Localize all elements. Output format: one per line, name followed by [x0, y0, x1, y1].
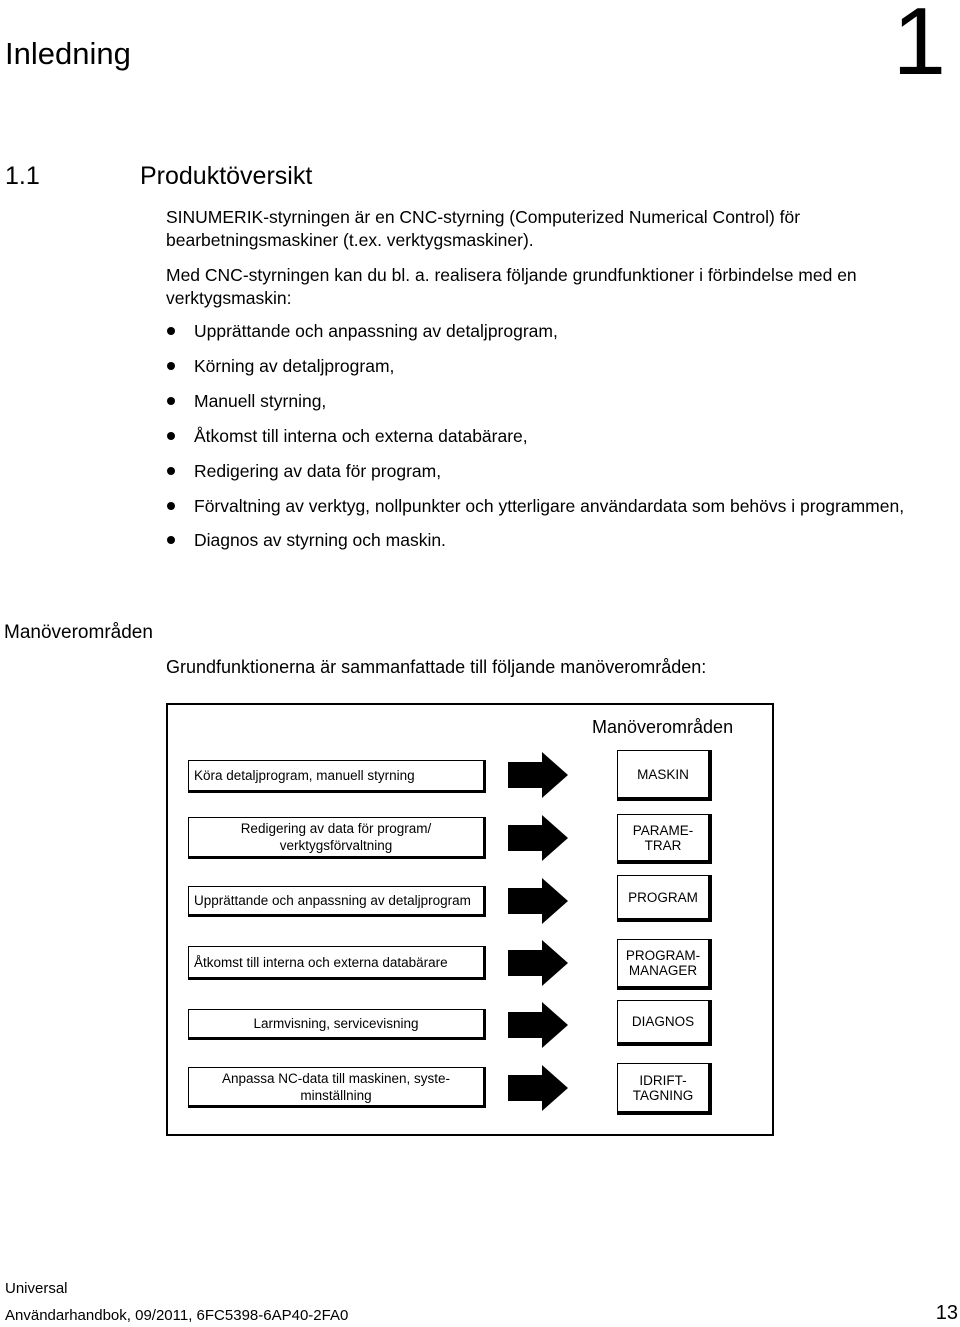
section-title: Produktöversikt [140, 162, 313, 190]
arrow-right-icon [508, 940, 568, 986]
footer-product: Universal [5, 1280, 68, 1297]
diagram-legend: Manöverområden [592, 717, 734, 737]
area-box-diagnos: DIAGNOS [617, 1000, 712, 1046]
footer-document-id: Användarhandbok, 09/2011, 6FC5398-6AP40-2FA0 [5, 1307, 349, 1324]
function-box: Åtkomst till interna och externa databärare [188, 946, 486, 980]
function-box: Redigering av data för program/ verktygsförvaltning [188, 817, 486, 859]
list-item: Förvaltning av verktyg, nollpunkter och ytterligare användardata som behövs i programmen, [166, 495, 906, 518]
diagram-intro: Grundfunktionerna är sammanfattade till följande manöverområden: [166, 657, 707, 677]
arrow-right-icon [508, 1065, 568, 1111]
arrow-right-icon [508, 815, 568, 861]
area-box-idrifttagning: IDRIFT- TAGNING [617, 1063, 712, 1115]
area-box-maskin: MASKIN [617, 750, 712, 801]
function-box: Anpassa NC-data till maskinen, syste- minställning [188, 1067, 486, 1108]
function-box: Upprättande och anpassning av detaljprogram [188, 886, 486, 917]
operating-areas-diagram [166, 703, 774, 1136]
function-box: Köra detaljprogram, manuell styrning [188, 760, 486, 793]
area-box-program-manager: PROGRAM- MANAGER [617, 939, 712, 990]
area-box-parametrar: PARAME- TRAR [617, 814, 712, 864]
paragraph-intro: SINUMERIK-styrningen är en CNC-styrning (Computerized Numerical Control) för bearbetningsmaskiner (t.ex. verktygsmaskiner). [166, 207, 801, 250]
function-list [166, 320, 906, 564]
arrow-right-icon [508, 878, 568, 924]
page-number: 13 [935, 1302, 958, 1324]
arrow-right-icon [508, 1002, 568, 1048]
chapter-number: 1 [892, 0, 946, 95]
section-number: 1.1 [5, 162, 40, 190]
list-item: Redigering av data för program, [166, 460, 906, 483]
list-item: Åtkomst till interna och externa databärare, [166, 425, 906, 448]
paragraph-functions: Med CNC-styrningen kan du bl. a. realisera följande grundfunktioner i förbindelse med en verktygsmaskin: [166, 265, 857, 308]
list-item: Körning av detaljprogram, [166, 355, 906, 378]
side-heading: Manöverområden [4, 622, 153, 643]
list-item: Diagnos av styrning och maskin. [166, 529, 906, 552]
arrow-right-icon [508, 752, 568, 798]
list-item: Upprättande och anpassning av detaljprogram, [166, 320, 906, 343]
function-box: Larmvisning, servicevisning [188, 1009, 486, 1040]
area-box-program: PROGRAM [617, 875, 712, 922]
list-item: Manuell styrning, [166, 390, 906, 413]
chapter-title: Inledning [5, 36, 131, 71]
